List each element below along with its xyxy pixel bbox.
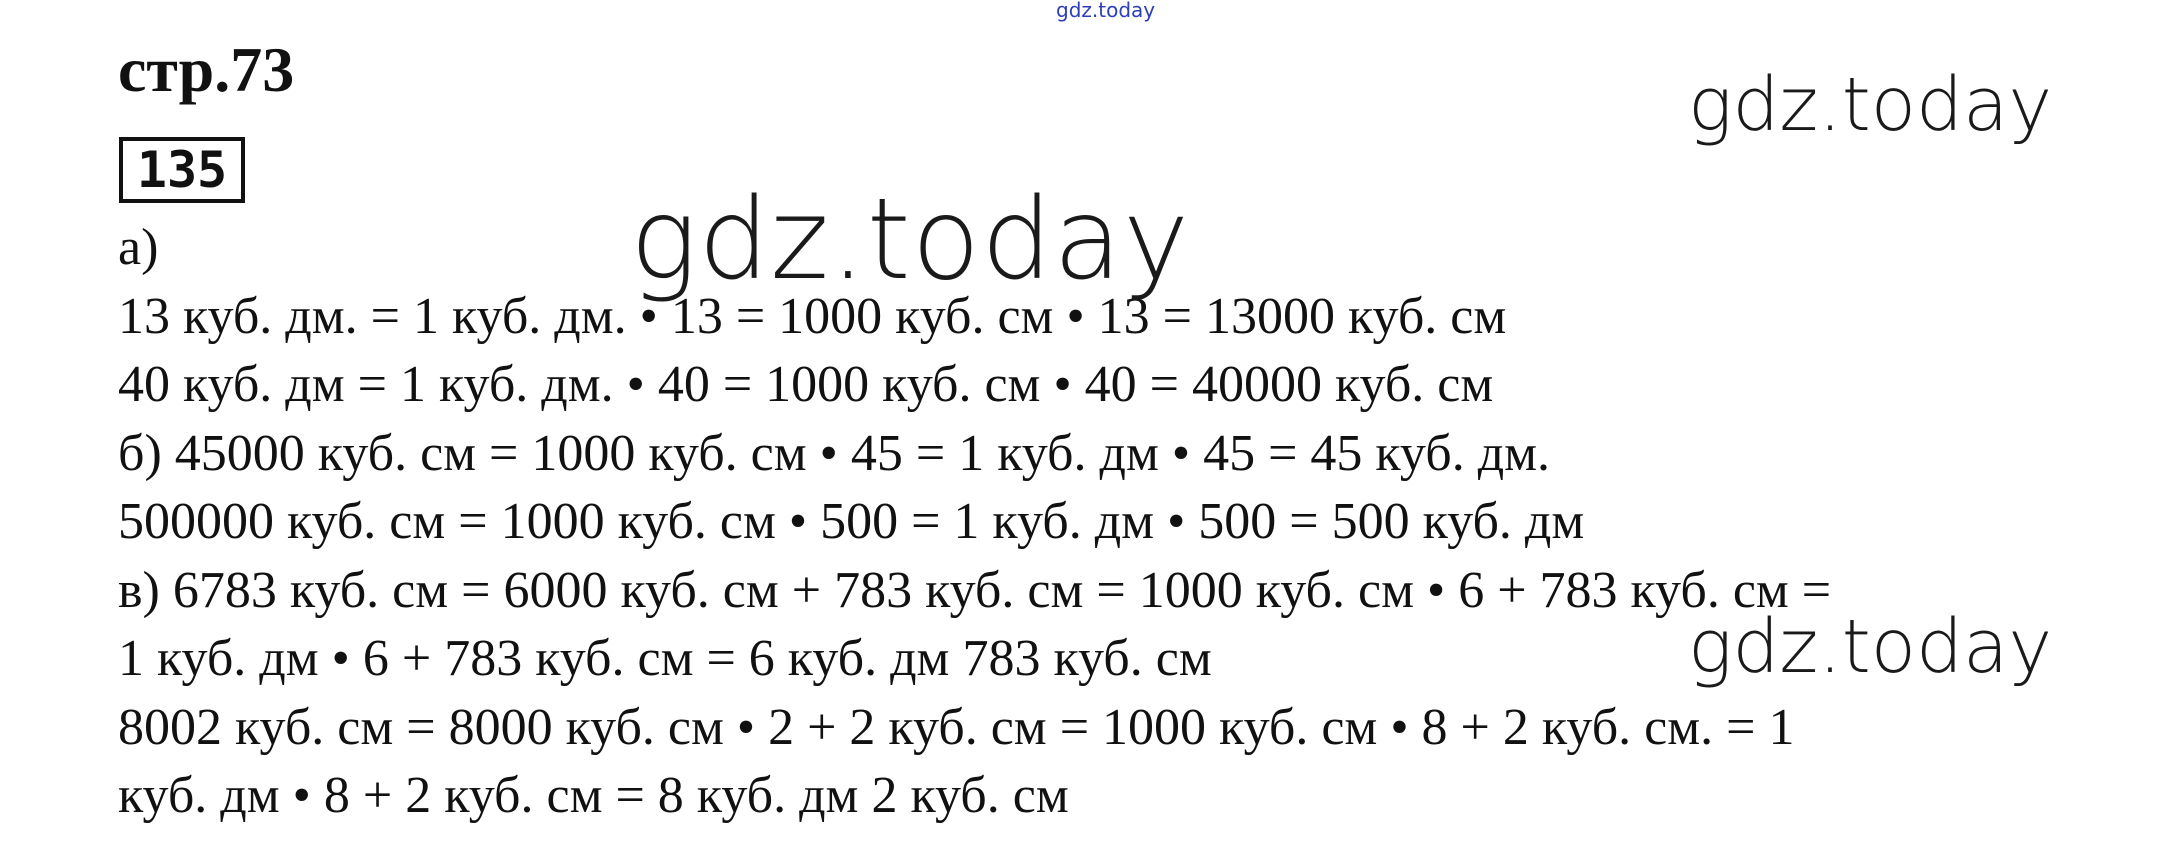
task-number: 135: [136, 141, 228, 199]
solution-line: б) 45000 куб. см = 1000 куб. см • 45 = 1 куб. дм • 45 = 45 куб. дм.: [118, 424, 1551, 482]
solution-line: 40 куб. дм = 1 куб. дм. • 40 = 1000 куб. см • 40 = 40000 куб. см: [118, 356, 1494, 413]
solution-line: 13 куб. дм. = 1 куб. дм. • 13 = 1000 куб. см • 13 = 13000 куб. см: [118, 287, 1507, 345]
solution-line: 8002 куб. см = 8000 куб. см • 2 + 2 куб. см = 1000 куб. см • 8 + 2 куб. см. = 1: [118, 698, 1795, 756]
watermark-right-mid: gdz.today: [1688, 604, 2053, 690]
solution-line: в) 6783 куб. см = 6000 куб. см + 783 куб. см = 1000 куб. см • 6 + 783 куб. см =: [118, 561, 1832, 619]
solution-line: 500000 куб. см = 1000 куб. см • 500 = 1 куб. дм • 500 = 500 куб. дм: [118, 493, 1585, 550]
watermark-top-small: gdz.today: [1056, 0, 1156, 22]
solution-line: куб. дм • 8 + 2 куб. см = 8 куб. дм 2 куб. см: [118, 767, 1069, 824]
task-number-box: [119, 137, 245, 203]
watermark-right-top: gdz.today: [1688, 62, 2053, 148]
page-title: стр.73: [118, 34, 295, 105]
watermark-large: gdz.today: [630, 175, 1191, 305]
solution-text: [118, 214, 2158, 831]
solution-line-part-a-label: а): [118, 219, 159, 276]
solution-line: 1 куб. дм • 6 + 783 куб. см = 6 куб. дм 783 куб. см: [118, 630, 1212, 687]
